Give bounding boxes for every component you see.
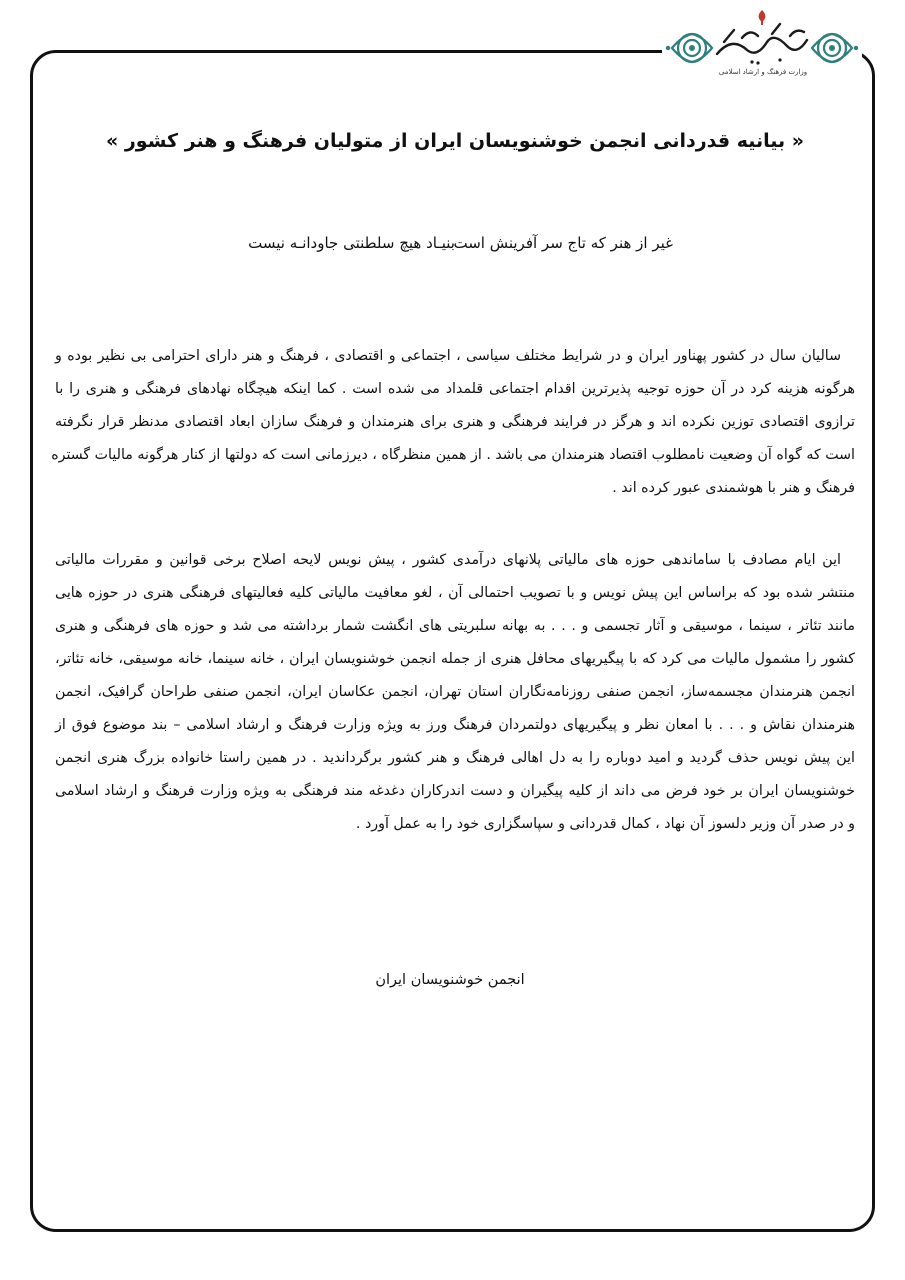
- paragraph-line: فرهنگ و هنر با هوشمندی عبور کرده اند .: [612, 480, 855, 496]
- paragraph-1: [51, 340, 855, 505]
- paragraph-line: مانند تئاتر ، سینما ، موسیقی و آثار تجسمی و . . . به بهانه سلبریتی های انگشت شمار برداشته می شد و حوزه های فرهنگی و هنری: [55, 618, 855, 634]
- paragraph-line: خوشنویسان ایران بر خود فرض می داند از کلیه پیگیران و دست اندرکاران دغدغه مند فرهنگی به ویژه وزارت فرهنگ و ارشاد اسلامی: [55, 783, 855, 799]
- paragraph-2: [55, 544, 855, 841]
- paragraph-line: کشور را مشمول مالیات می کرد که با پیگیریهای محافل هنری از جمله انجمن خوشنویسان ایران ، خانه سینما، خانه موسیقی، خانه تئاتر،: [55, 651, 855, 667]
- paragraph-line: سالیان سال در کشور پهناور ایران و در شرایط مختلف سیاسی ، اجتماعی و اقتصادی ، فرهنگ و هنر دارای احترامی بی نظیر بوده و: [55, 348, 841, 364]
- paragraph-line: انجمن هنرمندان مجسمه‌ساز، انجمن صنفی روزنامه‌نگاران استان تهران، انجمن عکاسان ایران، انجمن صنفی طراحان گرافیک، انجمن: [55, 684, 855, 700]
- poem-hemistich-2: بنیـاد هیچ سلطنتی جاودانـه نیست: [248, 234, 455, 252]
- paragraph-line: و در صدر آن وزیر دلسوز آن نهاد ، کمال قدردانی و سپاسگزاری خود را به عمل آورد .: [355, 816, 855, 832]
- document-title: « بیانیه قدردانی انجمن خوشنویسان ایران از متولیان فرهنگ و هنر کشور »: [105, 130, 805, 152]
- paragraph-line: منتشر شده بود که براساس این پیش نویس و با تصویب احتمالی آن ، لغو معافیت مالیاتی کلیه فعالیتهای فرهنگی هنری در حوزه هایی: [55, 585, 855, 601]
- logo-caption: وزارت فرهنگ و ارشاد اسلامی: [718, 68, 808, 76]
- association-logo: [662, 6, 862, 84]
- calligraphy-emblem-icon: [662, 6, 862, 76]
- paragraph-line: ترازوی اقتصادی توزین نکرده اند و هرگز در فرایند فرهنگی و هنری برای هنرمندان و فرهنگ سازان ابعاد اقتصادی مدنظر قرار نگرفته: [55, 414, 855, 430]
- paragraph-line: است که گواه آن وضعیت نامطلوب اقتصاد هنرمندان می باشد . از همین منظرگاه ، دیرزمانی است که دولتها از کنار هرگونه مالیات گستره: [51, 447, 855, 463]
- paragraph-line: این ایام مصادف با ساماندهی حوزه های مالیاتی پلانهای درآمدی کشور ، پیش نویس لایحه اصلاح برخی قوانین و مقررات مالیاتی: [55, 552, 841, 568]
- paragraph-line: هنرمندان نقاش و . . . با امعان نظر و پیگیریهای دولتمردان فرهنگ ورز به ویژه وزارت فرهنگ و ارشاد اسلامی – بند موضوع فوق از: [55, 717, 855, 733]
- signature: انجمن خوشنویسان ایران: [375, 972, 525, 988]
- poem-hemistich-1: غیر از هنر که تاج سر آفرینش است: [453, 234, 673, 252]
- paragraph-line: این پیش نویس حذف گردید و امید دوباره را به دل اهالی فرهنگ و هنر کشور برگرداندید . در همین راستا خانواده بزرگ هنری انجمن: [55, 750, 855, 766]
- paragraph-line: هرگونه هزینه کرد در آن حوزه توجیه پذیرترین اقدام اجتماعی قلمداد می شده است . کما اینکه هیچگاه نهادهای فرهنگی و هنری را با: [55, 381, 855, 397]
